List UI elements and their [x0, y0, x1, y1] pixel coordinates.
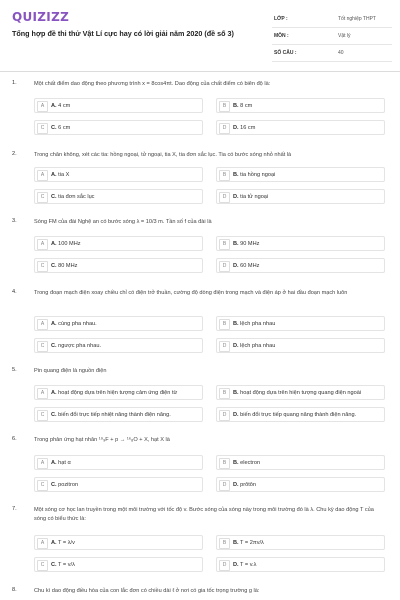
option-key: B.: [233, 389, 239, 396]
option-letter: B: [219, 538, 230, 549]
meta-value: Vật lý: [338, 33, 351, 39]
option-letter: C: [37, 560, 48, 571]
option-letter: A: [37, 388, 48, 399]
option-c[interactable]: [34, 258, 203, 273]
option-text: hoạt động dựa trên hiện tượng quang điện ngoài: [240, 389, 362, 396]
option-text: lệch pha nhau: [240, 342, 276, 349]
option-b[interactable]: [216, 535, 385, 550]
option-key: A.: [51, 320, 57, 327]
option-text: electron: [240, 459, 261, 466]
option-a[interactable]: [34, 455, 203, 470]
option-letter: D: [219, 410, 230, 421]
option-text: 80 MHz: [58, 262, 78, 269]
option-key: A.: [51, 240, 57, 247]
option-letter: C: [37, 480, 48, 491]
option-letter: D: [219, 123, 230, 134]
option-letter: A: [37, 319, 48, 330]
option-letter: D: [219, 480, 230, 491]
option-b[interactable]: [216, 98, 385, 113]
option-b[interactable]: [216, 316, 385, 331]
option-d[interactable]: [216, 189, 385, 204]
option-key: A.: [51, 389, 57, 396]
option-text: tia tử ngoại: [240, 193, 269, 200]
option-text: prôtôn: [240, 481, 257, 488]
option-letter: C: [37, 123, 48, 134]
option-key: C.: [51, 262, 57, 269]
option-d[interactable]: [216, 258, 385, 273]
header-divider: [0, 71, 400, 72]
option-text: ngược pha nhau.: [58, 342, 102, 349]
option-a[interactable]: [34, 236, 203, 251]
option-letter: A: [37, 101, 48, 112]
option-key: A.: [51, 539, 57, 546]
meta-key: LỚP :: [274, 16, 288, 22]
option-d[interactable]: [216, 338, 385, 353]
option-d[interactable]: [216, 557, 385, 572]
option-text: tia hồng ngoại: [240, 171, 276, 178]
question-text: Pin quang điện là nguồn điện: [34, 368, 107, 374]
option-c[interactable]: [34, 407, 203, 422]
option-letter: B: [219, 170, 230, 181]
option-a[interactable]: [34, 535, 203, 550]
option-letter: C: [37, 341, 48, 352]
option-text: T = v.λ: [240, 561, 257, 568]
question-text: Một sóng cơ học lan truyền trong một môi trường với tốc độ v. Bước sóng của sóng này trong môi trường đó là λ. Chu kỳ dao động T của sóng có biểu thức là:: [34, 507, 374, 522]
option-key: D.: [233, 342, 239, 349]
meta-row-class: [272, 11, 392, 28]
option-letter: D: [219, 192, 230, 203]
option-key: C.: [51, 342, 57, 349]
question-text: Sóng FM của đài Nghệ an có bước sóng λ = 10/3 m. Tần số f của đài là: [34, 219, 212, 225]
option-letter: A: [37, 239, 48, 250]
option-text: T = λ/v: [58, 539, 75, 546]
question-number: 4.: [12, 289, 17, 295]
quizizz-logo: QUIZIZZ: [12, 10, 70, 24]
option-text: tia X: [58, 171, 70, 178]
option-key: D.: [233, 262, 239, 269]
option-letter: D: [219, 261, 230, 272]
option-text: 4 cm: [58, 102, 71, 109]
option-letter: D: [219, 560, 230, 571]
option-letter: B: [219, 388, 230, 399]
option-letter: B: [219, 239, 230, 250]
option-text: 8 cm: [240, 102, 253, 109]
option-b[interactable]: [216, 167, 385, 182]
option-key: D.: [233, 124, 239, 131]
document-title: Tổng hợp đề thi thử Vật Lí cực hay có lời giải năm 2020 (đề số 3): [12, 29, 234, 38]
option-text: 16 cm: [240, 124, 256, 131]
question-text: Trong chân không, xét các tia: hồng ngoại, tử ngoại, tia X, tia đơn sắc lục. Tia có bước sóng nhỏ nhất là: [34, 152, 292, 158]
option-text: 6 cm: [58, 124, 71, 131]
option-key: B.: [233, 171, 239, 178]
option-a[interactable]: [34, 167, 203, 182]
option-text: 60 MHz: [240, 262, 260, 269]
question-number: 8.: [12, 587, 17, 593]
option-text: 100 MHz: [58, 240, 81, 247]
option-key: A.: [51, 102, 57, 109]
option-text: cùng pha nhau.: [58, 320, 97, 327]
option-key: B.: [233, 102, 239, 109]
question-text: Trong đoạn mạch điện xoay chiều chỉ có điện trở thuần, cường độ dòng điện trong mạch và điện áp ở hai đầu đoạn mạch luôn: [34, 290, 348, 296]
option-letter: C: [37, 261, 48, 272]
option-text: hoạt động dựa trên hiện tượng cảm ứng điện từ: [58, 389, 178, 396]
meta-table: [272, 11, 392, 62]
option-a[interactable]: [34, 316, 203, 331]
option-a[interactable]: [34, 98, 203, 113]
option-key: A.: [51, 171, 57, 178]
option-key: D.: [233, 481, 239, 488]
meta-row-subject: [272, 28, 392, 45]
question-number: 2.: [12, 151, 17, 157]
option-key: D.: [233, 411, 239, 418]
option-a[interactable]: [34, 385, 203, 400]
option-c[interactable]: [34, 477, 203, 492]
option-text: biến đổi trực tiếp quang năng thành điện năng.: [240, 411, 357, 418]
question-number: 7.: [12, 506, 17, 512]
option-b[interactable]: [216, 455, 385, 470]
question-number: 1.: [12, 80, 17, 86]
option-letter: C: [37, 410, 48, 421]
meta-value: Tốt nghiệp THPT: [338, 16, 376, 22]
option-key: B.: [233, 320, 239, 327]
option-b[interactable]: [216, 236, 385, 251]
question-text: Chu kì dao động điều hòa của con lắc đơn có chiều dài ℓ ở nơi có gia tốc trọng trường g là:: [34, 588, 260, 594]
option-text: tia đơn sắc lục: [58, 193, 95, 200]
option-d[interactable]: [216, 407, 385, 422]
option-key: B.: [233, 240, 239, 247]
option-key: C.: [51, 411, 57, 418]
option-key: C.: [51, 561, 57, 568]
option-text: T = v/λ: [58, 561, 75, 568]
meta-value: 40: [338, 50, 344, 56]
option-d[interactable]: [216, 120, 385, 135]
worksheet-header: [0, 0, 400, 70]
question-number: 5.: [12, 367, 17, 373]
option-key: C.: [51, 193, 57, 200]
option-text: hạt α: [58, 459, 71, 466]
option-c[interactable]: [34, 557, 203, 572]
option-text: biến đổi trực tiếp nhiệt năng thành điện năng.: [58, 411, 171, 418]
option-text: 90 MHz: [240, 240, 260, 247]
option-key: D.: [233, 193, 239, 200]
option-letter: B: [219, 319, 230, 330]
option-key: D.: [233, 561, 239, 568]
question-number: 6.: [12, 436, 17, 442]
option-key: C.: [51, 481, 57, 488]
option-letter: C: [37, 192, 48, 203]
option-key: C.: [51, 124, 57, 131]
option-key: B.: [233, 539, 239, 546]
option-letter: A: [37, 170, 48, 181]
option-key: A.: [51, 459, 57, 466]
meta-key: SỐ CÂU :: [274, 50, 297, 56]
option-c[interactable]: [34, 120, 203, 135]
option-letter: A: [37, 458, 48, 469]
option-text: pozitron: [58, 481, 79, 488]
question-number: 3.: [12, 218, 17, 224]
question-text: Trong phản ứng hạt nhân ¹⁹₉F + p → ¹⁶₈O + X, hạt X là: [34, 437, 170, 443]
option-letter: B: [219, 101, 230, 112]
option-text: T = 2πv/λ: [240, 539, 264, 546]
option-key: B.: [233, 459, 239, 466]
option-letter: B: [219, 458, 230, 469]
option-b[interactable]: [216, 385, 385, 400]
option-c[interactable]: [34, 189, 203, 204]
option-c[interactable]: [34, 338, 203, 353]
option-letter: A: [37, 538, 48, 549]
option-letter: D: [219, 341, 230, 352]
option-d[interactable]: [216, 477, 385, 492]
option-text: lệch pha nhau: [240, 320, 276, 327]
question-text: Một chất điểm dao động theo phương trình x = 8cos4πt. Dao động của chất điểm có biên độ là:: [34, 81, 271, 87]
meta-row-question-count: [272, 45, 392, 62]
meta-key: MÔN :: [274, 33, 289, 39]
